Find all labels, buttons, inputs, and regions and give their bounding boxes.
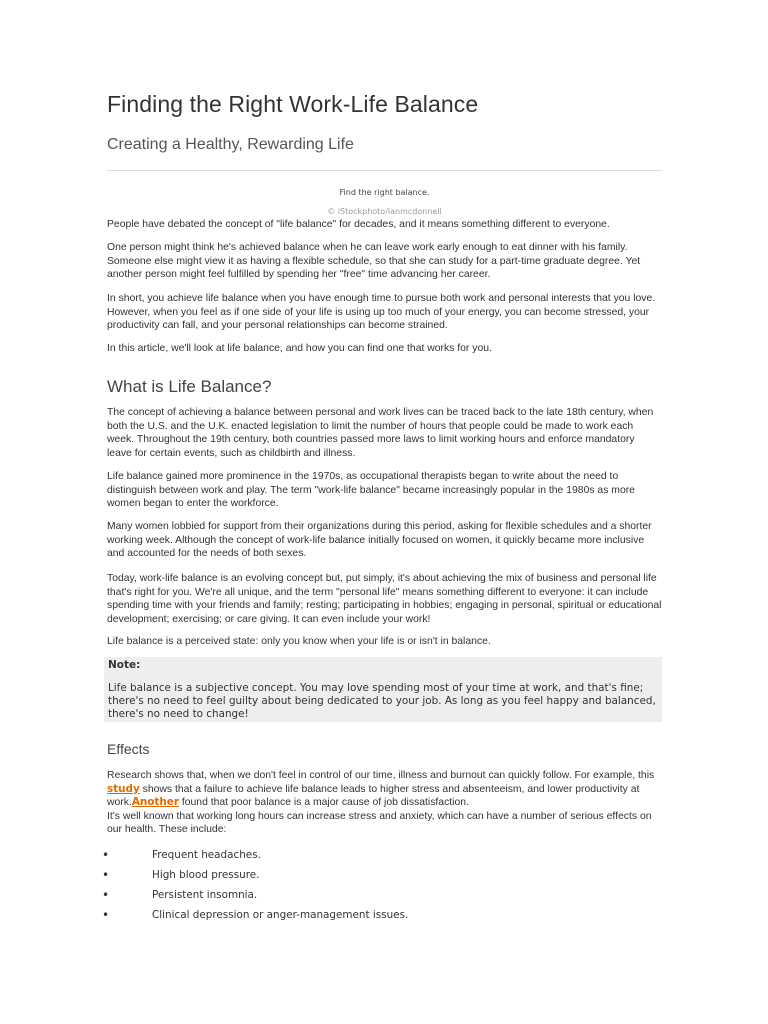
bullet-icon: • <box>102 848 110 862</box>
bullet-icon: • <box>102 868 110 882</box>
note-label: Note: <box>108 659 141 671</box>
note-text: Life balance is a subjective concept. You may love spending most of your time at work, and that's fine; there's no need to feel guilty about being dedicated to your job. As long as you feel happy and balanced, there's no need to change! <box>108 682 656 720</box>
effects-paragraph-2: It's well known that working long hours can increase stress and anxiety, which can have a number of serious effects on our health. These include: <box>107 810 652 836</box>
another-study-link[interactable]: Another <box>131 796 179 809</box>
section1-paragraph-5: Life balance is a perceived state: only you know when your life is or isn't in balance. <box>107 636 491 647</box>
list-item: • Frequent headaches. <box>102 848 261 862</box>
section1-paragraph-4: Today, work-life balance is an evolving concept but, put simply, it's about achieving the mix of business and personal life that's right for you. We're all unique, and the term "personal life" means something different to everyone: it can include spending time with your friends and family; resting; participating in hobbies; engaging in personal, spiritual or educational development; exercising; or care giving. It can even include your work! <box>107 573 662 625</box>
section-heading-life-balance: What is Life Balance? <box>107 377 272 396</box>
intro-paragraph-4: In this article, we'll look at life balance, and how you can find one that works for you. <box>107 343 492 354</box>
note-box <box>104 657 662 722</box>
image-caption: Find the right balance. <box>339 188 430 197</box>
section1-paragraph-2: Life balance gained more prominence in the 1970s, as occupational therapists began to write about the need to distinguish between work and play. The term "work-life balance" became increasingly popular in the 1980s as more women began to enter the workforce. <box>107 471 635 510</box>
study-link[interactable]: study <box>107 782 140 795</box>
intro-paragraph-3: In short, you achieve life balance when you have enough time to pursue both work and personal interests that you love. However, when you feel as if one side of your life is using up too much of your energy, you can become stressed, your productivity can fall, and your personal relationships can become strained. <box>107 293 656 332</box>
intro-paragraph-1: People have debated the concept of "life balance" for decades, and it means something different to everyone. <box>107 219 610 230</box>
section1-paragraph-3: Many women lobbied for support from their organizations during this period, asking for flexible schedules and a shorter working week. Although the concept of work-life balance initially focused on women, it quickly became more inclusive and accounted for the needs of both sexes. <box>107 521 652 560</box>
effects-list <box>100 846 600 926</box>
list-item: • Clinical depression or anger-management issues. <box>102 908 409 922</box>
section-heading-effects: Effects <box>107 741 150 757</box>
effects-text-c: found that poor balance is a major cause of job dissatisfaction. <box>178 797 469 809</box>
image-credit: © iStockphoto/ianmcdonnell <box>327 207 442 216</box>
bullet-icon: • <box>102 908 110 922</box>
effects-paragraph-1 <box>107 769 662 837</box>
section1-paragraph-1: The concept of achieving a balance between personal and work lives can be traced back to the late 18th century, when both the U.S. and the U.K. enacted legislation to limit the number of hours that people could be made to work each week. Throughout the 19th century, both countries passed more laws to limit working hours and enforce mandatory leave for certain events, such as childbirth and illness. <box>107 407 654 459</box>
page-subtitle: Creating a Healthy, Rewarding Life <box>107 136 354 153</box>
bullet-icon: • <box>102 888 110 902</box>
title-divider <box>107 170 662 171</box>
list-item: • High blood pressure. <box>102 868 260 882</box>
effects-text-b: shows that a failure to achieve life balance leads to higher stress and absenteeism, and lower productivity at work. <box>107 783 640 809</box>
intro-paragraph-2: One person might think he's achieved balance when he can leave work early enough to eat dinner with his family. Someone else might view it as having a flexible schedule, so that she can study for a part-time graduate degree. Yet another person might feel fulfilled by spending her "free" time advancing her career. <box>107 242 641 281</box>
list-item: • Persistent insomnia. <box>102 888 258 902</box>
page-title: Finding the Right Work-Life Balance <box>107 91 479 117</box>
effects-text-a: Research shows that, when we don't feel in control of our time, illness and burnout can quickly follow. For example, this <box>107 770 655 781</box>
